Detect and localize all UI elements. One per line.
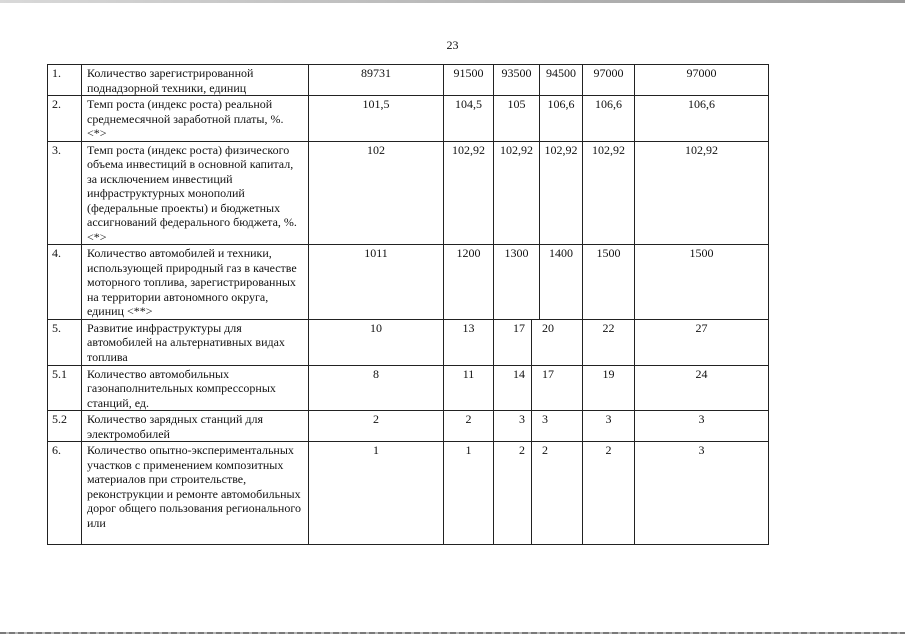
value-cell: 1500 [635, 245, 769, 320]
table-row [48, 245, 769, 320]
row-number: 2. [48, 96, 82, 142]
page-number: 23 [446, 38, 459, 52]
value-cell: 1 [444, 442, 494, 545]
value-cell: 2 [494, 442, 532, 545]
value-cell: 17 [494, 319, 532, 365]
value-cell: 27 [635, 319, 769, 365]
value-cell: 1400 [540, 245, 583, 320]
value-cell: 3 [583, 411, 635, 442]
value-cell: 2 [583, 442, 635, 545]
row-number: 6. [48, 442, 82, 545]
value-cell: 106,6 [583, 96, 635, 142]
table-row [48, 442, 769, 545]
value-cell: 102,92 [540, 141, 583, 245]
indicator-label: Темп роста (индекс роста) физического объема инвестиций в основной капитал, за исключением инвестиций инфраструктурных монополий (федеральные проекты) и бюджетных ассигнований федерального бюджета, %. <*> [82, 141, 309, 245]
indicators-table [47, 64, 769, 545]
scan-edge-bottom [0, 632, 905, 634]
value-cell: 97000 [583, 65, 635, 96]
value-cell: 1300 [494, 245, 540, 320]
value-cell: 93500 [494, 65, 540, 96]
indicator-label: Количество автомобильных газонаполнительных компрессорных станций, ед. [82, 365, 309, 411]
indicator-label: Количество автомобилей и техники, использующей природный газ в качестве моторного топлива, зарегистрированных на территории автономного округа, единиц <**> [82, 245, 309, 320]
value-cell: 2 [309, 411, 444, 442]
value-cell: 104,5 [444, 96, 494, 142]
value-cell: 1 [309, 442, 444, 545]
value-cell: 102,92 [583, 141, 635, 245]
value-cell: 97000 [635, 65, 769, 96]
row-number: 4. [48, 245, 82, 320]
value-cell: 102,92 [635, 141, 769, 245]
indicator-label: Развитие инфраструктуры для автомобилей на альтернативных видах топлива [82, 319, 309, 365]
value-cell: 3 [532, 411, 583, 442]
indicator-label: Количество опытно-экспериментальных участков с применением композитных материалов при строительстве, реконструкции и ремонте автомобильных дорог общего пользования регионального или [82, 442, 309, 545]
value-cell: 1200 [444, 245, 494, 320]
value-cell: 3 [635, 411, 769, 442]
value-cell: 8 [309, 365, 444, 411]
table-row [48, 141, 769, 245]
indicator-label: Количество зарегистрированной поднадзорной техники, единиц [82, 65, 309, 96]
row-number: 5. [48, 319, 82, 365]
value-cell: 106,6 [635, 96, 769, 142]
row-number: 5.1 [48, 365, 82, 411]
value-cell: 3 [635, 442, 769, 545]
value-cell: 105 [494, 96, 540, 142]
table-row [48, 96, 769, 142]
value-cell: 102,92 [444, 141, 494, 245]
indicator-label: Количество зарядных станций для электромобилей [82, 411, 309, 442]
value-cell: 22 [583, 319, 635, 365]
indicator-label: Темп роста (индекс роста) реальной среднемесячной заработной платы, %. <*> [82, 96, 309, 142]
value-cell: 13 [444, 319, 494, 365]
value-cell: 11 [444, 365, 494, 411]
value-cell: 101,5 [309, 96, 444, 142]
table-row [48, 365, 769, 411]
value-cell: 89731 [309, 65, 444, 96]
value-cell: 102 [309, 141, 444, 245]
value-cell: 106,6 [540, 96, 583, 142]
value-cell: 94500 [540, 65, 583, 96]
value-cell: 2 [532, 442, 583, 545]
table-row [48, 411, 769, 442]
table-row [48, 319, 769, 365]
value-cell: 10 [309, 319, 444, 365]
row-number: 1. [48, 65, 82, 96]
row-number: 5.2 [48, 411, 82, 442]
row-number: 3. [48, 141, 82, 245]
value-cell: 1011 [309, 245, 444, 320]
value-cell: 91500 [444, 65, 494, 96]
scan-edge-top [0, 0, 905, 3]
value-cell: 102,92 [494, 141, 540, 245]
value-cell: 3 [494, 411, 532, 442]
value-cell: 14 [494, 365, 532, 411]
value-cell: 24 [635, 365, 769, 411]
value-cell: 1500 [583, 245, 635, 320]
value-cell: 2 [444, 411, 494, 442]
value-cell: 20 [532, 319, 583, 365]
value-cell: 19 [583, 365, 635, 411]
table-row [48, 65, 769, 96]
value-cell: 17 [532, 365, 583, 411]
